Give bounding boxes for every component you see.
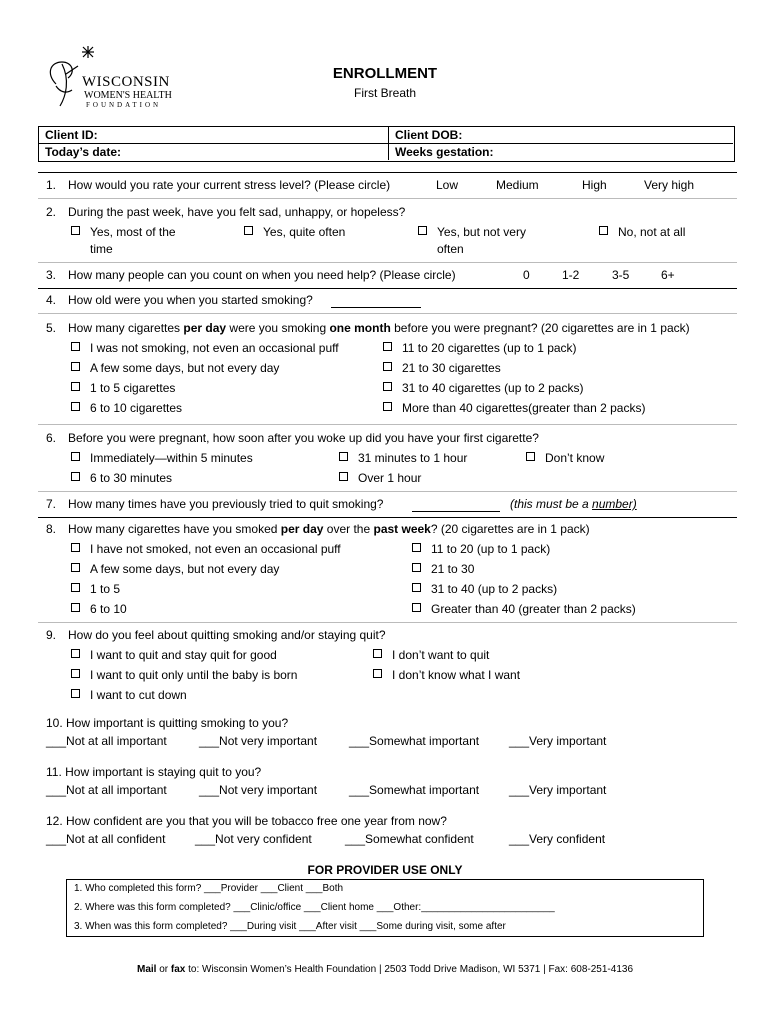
q6-checkbox-3[interactable]: [526, 452, 535, 461]
q8-option-l3: 1 to 5: [90, 582, 121, 596]
logo-line1: WISCONSIN: [82, 74, 170, 90]
q2-text: During the past week, have you felt sad, unhappy, or hopeless?: [68, 205, 406, 219]
q5-checkbox-l2[interactable]: [71, 362, 80, 371]
logo-line3: FOUNDATION: [86, 101, 162, 109]
q8-option-r4: Greater than 40 (greater than 2 packs): [431, 602, 636, 616]
client-dob-field[interactable]: Client DOB:: [395, 128, 463, 142]
q7-answer-blank[interactable]: [412, 497, 500, 512]
q7-note: (this must be a number): [510, 497, 637, 511]
q5-option-l1: I was not smoking, not even an occasional puff: [90, 341, 339, 355]
q3-option-3-5[interactable]: 3-5: [612, 268, 630, 282]
q6-checkbox-4[interactable]: [71, 472, 80, 481]
q5-checkbox-r1[interactable]: [383, 342, 392, 351]
q9-checkbox-1[interactable]: [71, 649, 80, 658]
q2-option-3a: Yes, but not very: [437, 225, 526, 239]
q9-option-5: I want to cut down: [90, 688, 187, 702]
q7-text: How many times have you previously tried to quit smoking?: [68, 497, 384, 511]
q6-checkbox-1[interactable]: [71, 452, 80, 461]
q5-checkbox-r4[interactable]: [383, 402, 392, 411]
q9-option-1: I want to quit and stay quit for good: [90, 648, 277, 662]
q12-option-4[interactable]: ___Very confident: [509, 832, 606, 846]
q11-text: 11. How important is staying quit to you?: [46, 765, 262, 779]
q11-option-3[interactable]: ___Somewhat important: [349, 783, 480, 797]
q4-answer-blank[interactable]: [331, 293, 421, 308]
q4-text: How old were you when you started smoking?: [68, 293, 313, 307]
q10-option-1[interactable]: ___Not at all important: [46, 734, 167, 748]
q8-option-l1: I have not smoked, not even an occasional puff: [90, 542, 341, 556]
q12-option-2[interactable]: ___Not very confident: [195, 832, 312, 846]
q9-checkbox-4[interactable]: [373, 669, 382, 678]
q1-option-medium[interactable]: Medium: [496, 178, 539, 192]
q6-number: 6.: [46, 431, 57, 445]
q5-option-l4: 6 to 10 cigarettes: [90, 401, 183, 415]
provider-row-1[interactable]: 1. Who completed this form? ___Provider ___Client ___Both: [74, 883, 344, 894]
q9-option-3: I want to quit only until the baby is born: [90, 668, 298, 682]
q6-checkbox-5[interactable]: [339, 472, 348, 481]
provider-row-2[interactable]: 2. Where was this form completed? ___Clinic/office ___Client home ___Other:________________________: [74, 902, 555, 913]
q11-option-1[interactable]: ___Not at all important: [46, 783, 167, 797]
q2-checkbox-1[interactable]: [71, 226, 80, 235]
page-title: ENROLLMENT: [332, 65, 438, 82]
q8-checkbox-r4[interactable]: [412, 603, 421, 612]
q5-option-l2: A few some days, but not every day: [90, 361, 280, 375]
q7-number: 7.: [46, 497, 57, 511]
q2-checkbox-3[interactable]: [418, 226, 427, 235]
q5-option-r4: More than 40 cigarettes(greater than 2 packs): [402, 401, 646, 415]
q2-option-4: No, not at all: [618, 225, 686, 239]
todays-date-field[interactable]: Today’s date:: [45, 145, 122, 159]
q8-checkbox-l1[interactable]: [71, 543, 80, 552]
q1-number: 1.: [46, 178, 57, 192]
q12-option-1[interactable]: ___Not at all confident: [46, 832, 166, 846]
q12-text: 12. How confident are you that you will be tobacco free one year from now?: [46, 814, 447, 828]
q6-option-4: 6 to 30 minutes: [90, 471, 173, 485]
provider-row-3[interactable]: 3. When was this form completed? ___During visit ___After visit ___Some during visit, some after: [74, 921, 506, 932]
q8-number: 8.: [46, 522, 57, 536]
q5-option-r2: 21 to 30 cigarettes: [402, 361, 501, 375]
q10-option-4[interactable]: ___Very important: [509, 734, 607, 748]
q2-number: 2.: [46, 205, 57, 219]
q2-checkbox-2[interactable]: [244, 226, 253, 235]
q5-option-l3: 1 to 5 cigarettes: [90, 381, 176, 395]
q10-option-3[interactable]: ___Somewhat important: [349, 734, 480, 748]
q8-checkbox-r3[interactable]: [412, 583, 421, 592]
q8-checkbox-l2[interactable]: [71, 563, 80, 572]
q8-option-r1: 11 to 20 (up to 1 pack): [431, 542, 551, 556]
q5-text: How many cigarettes per day were you smoking one month before you were pregnant? (20 cigarettes are in 1 pack): [68, 321, 690, 335]
q3-number: 3.: [46, 268, 57, 282]
q8-checkbox-r1[interactable]: [412, 543, 421, 552]
q12-option-3[interactable]: ___Somewhat confident: [345, 832, 474, 846]
q6-option-2: 31 minutes to 1 hour: [358, 451, 468, 465]
q9-option-4: I don’t know what I want: [392, 668, 521, 682]
q5-option-r3: 31 to 40 cigarettes (up to 2 packs): [402, 381, 584, 395]
q3-option-6-plus[interactable]: 6+: [661, 268, 675, 282]
q6-checkbox-2[interactable]: [339, 452, 348, 461]
q5-checkbox-l4[interactable]: [71, 402, 80, 411]
q6-option-5: Over 1 hour: [358, 471, 422, 485]
q8-option-l2: A few some days, but not every day: [90, 562, 280, 576]
q4-number: 4.: [46, 293, 57, 307]
q5-option-r1: 11 to 20 cigarettes (up to 1 pack): [402, 341, 577, 355]
q8-option-r2: 21 to 30: [431, 562, 475, 576]
q5-checkbox-r3[interactable]: [383, 382, 392, 391]
q6-option-1: Immediately—within 5 minutes: [90, 451, 253, 465]
q2-option-2: Yes, quite often: [263, 225, 346, 239]
footer: Mail or fax to: Wisconsin Women’s Health Foundation | 2503 Todd Drive Madison, WI 5371 | Fax: 608-251-4136: [136, 964, 634, 975]
q2-option-3b: often: [437, 242, 464, 256]
q11-option-2[interactable]: ___Not very important: [199, 783, 318, 797]
q6-text: Before you were pregnant, how soon after you woke up did you have your first cigarette?: [68, 431, 539, 445]
logo-line2: WOMEN'S HEALTH: [84, 90, 172, 101]
weeks-gestation-field[interactable]: Weeks gestation:: [395, 145, 494, 159]
q1-option-low[interactable]: Low: [436, 178, 459, 192]
q9-text: How do you feel about quitting smoking and/or staying quit?: [68, 628, 386, 642]
q2-option-1a: Yes, most of the: [90, 225, 176, 239]
q8-text: How many cigarettes have you smoked per day over the past week? (20 cigarettes are in 1 pack): [68, 522, 590, 536]
q10-option-2[interactable]: ___Not very important: [199, 734, 318, 748]
provider-section-title: FOR PROVIDER USE ONLY: [307, 863, 463, 877]
q9-checkbox-2[interactable]: [373, 649, 382, 658]
q3-text: How many people can you count on when you need help? (Please circle): [68, 268, 456, 282]
q1-text: How would you rate your current stress level? (Please circle): [68, 178, 391, 192]
q1-option-high[interactable]: High: [582, 178, 607, 192]
q8-option-r3: 31 to 40 (up to 2 packs): [431, 582, 558, 596]
q10-text: 10. How important is quitting smoking to you?: [46, 716, 289, 730]
q8-checkbox-r2[interactable]: [412, 563, 421, 572]
client-info-box: [38, 126, 735, 162]
q5-checkbox-l1[interactable]: [71, 342, 80, 351]
provider-box: [66, 879, 704, 937]
q9-number: 9.: [46, 628, 57, 642]
q5-number: 5.: [46, 321, 57, 335]
q8-option-l4: 6 to 10: [90, 602, 127, 616]
q2-checkbox-4[interactable]: [599, 226, 608, 235]
q8-checkbox-l3[interactable]: [71, 583, 80, 592]
q9-option-2: I don’t want to quit: [392, 648, 490, 662]
client-id-field[interactable]: Client ID:: [45, 128, 98, 142]
q11-option-4[interactable]: ___Very important: [509, 783, 607, 797]
q8-checkbox-l4[interactable]: [71, 603, 80, 612]
q5-checkbox-r2[interactable]: [383, 362, 392, 371]
q9-checkbox-5[interactable]: [71, 689, 80, 698]
q5-checkbox-l3[interactable]: [71, 382, 80, 391]
q6-option-3: Don’t know: [545, 451, 605, 465]
page-subtitle: First Breath: [353, 86, 416, 100]
q9-checkbox-3[interactable]: [71, 669, 80, 678]
q2-option-1b: time: [90, 242, 113, 256]
q3-option-0[interactable]: 0: [523, 268, 530, 282]
q3-option-1-2[interactable]: 1-2: [562, 268, 580, 282]
q1-option-very-high[interactable]: Very high: [644, 178, 695, 192]
